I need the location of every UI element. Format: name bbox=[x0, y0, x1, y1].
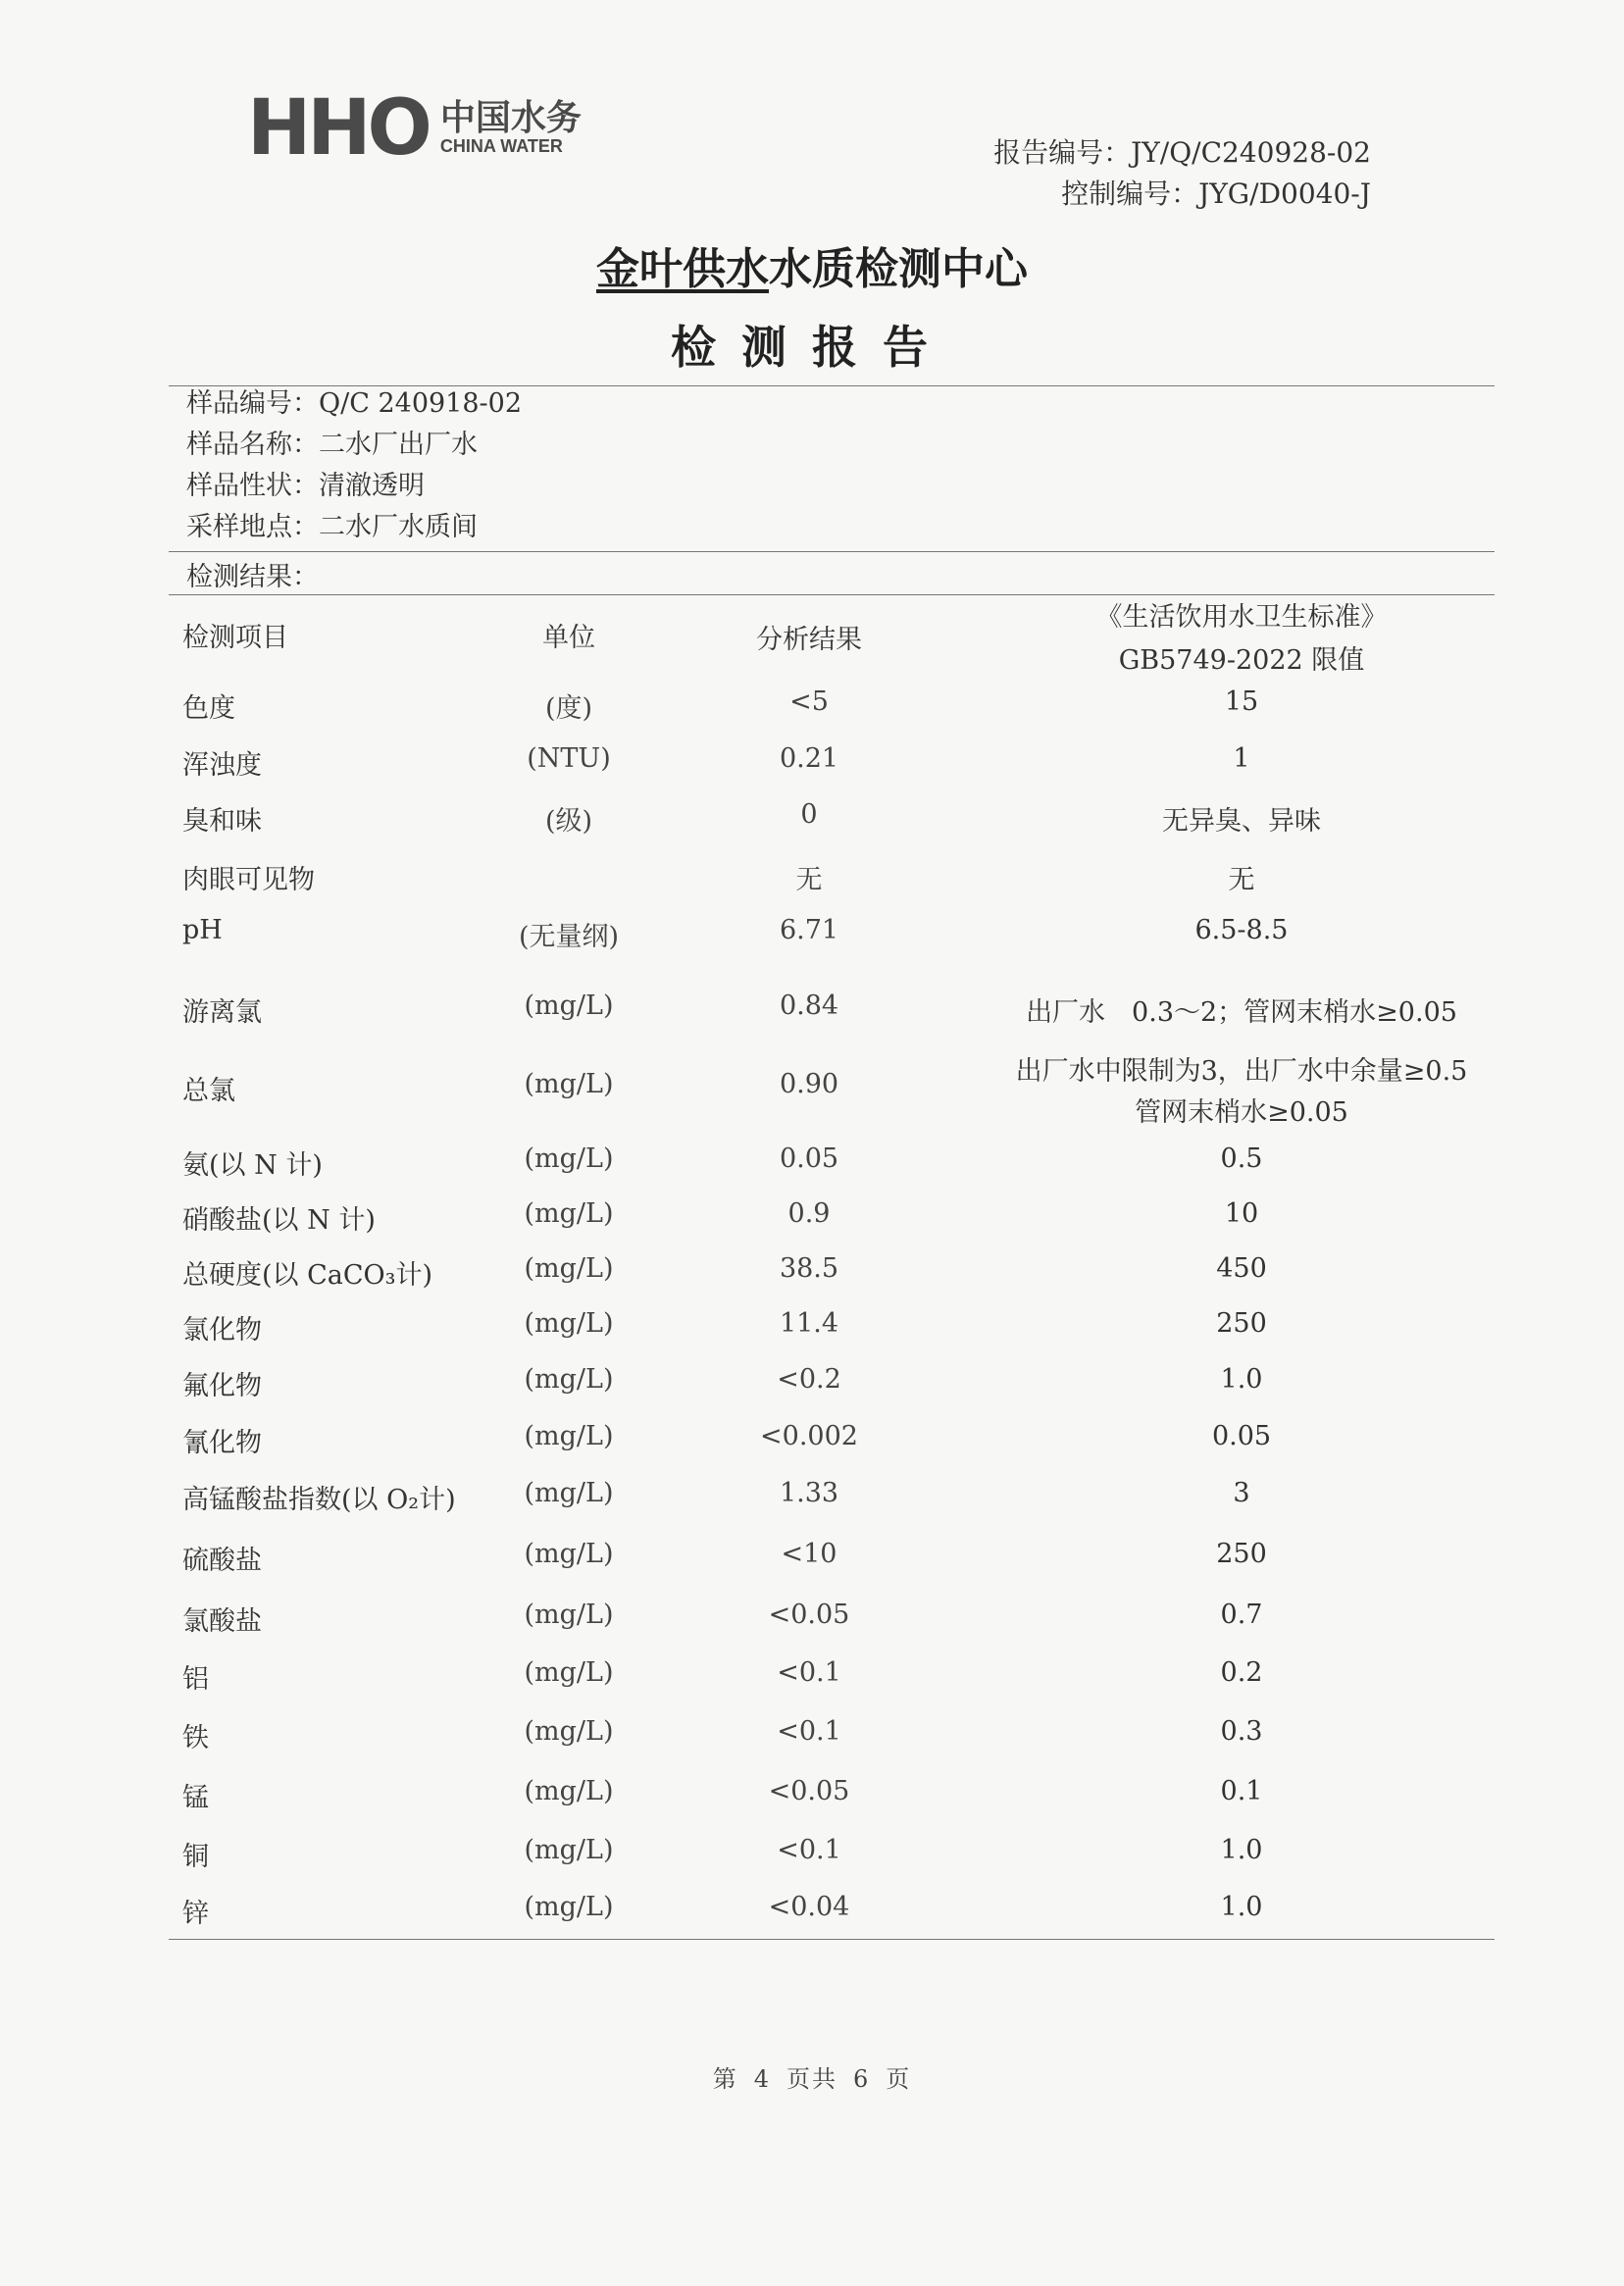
row-unit: (度) bbox=[544, 693, 593, 724]
row-item: 氯酸盐 bbox=[182, 1606, 262, 1637]
sample-label: 采样地点： bbox=[186, 512, 319, 542]
row-unit: (mg/L) bbox=[524, 1198, 614, 1229]
row-standard: 0.7 bbox=[1220, 1600, 1263, 1630]
row-result: 0.9 bbox=[787, 1198, 831, 1229]
row-item: 硝酸盐(以 N 计) bbox=[182, 1205, 376, 1236]
row-result: 11.4 bbox=[779, 1308, 839, 1339]
sample-label: 样品名称： bbox=[186, 430, 319, 460]
row-standard: 10 bbox=[1224, 1198, 1259, 1229]
logo-text bbox=[439, 97, 582, 158]
row-standard: 6.5-8.5 bbox=[1194, 915, 1289, 945]
header-standard-line1: 《生活饮用水卫生标准》 bbox=[1095, 602, 1388, 633]
row-result: <0.1 bbox=[777, 1716, 841, 1747]
logo-chinese-name: 中国水务 bbox=[439, 97, 582, 138]
footer-total: 6 bbox=[853, 2065, 871, 2093]
row-unit: (无量纲) bbox=[518, 922, 620, 952]
row-item: 臭和味 bbox=[182, 806, 262, 837]
row-result: <10 bbox=[781, 1539, 837, 1569]
row-result: 0.05 bbox=[779, 1143, 839, 1174]
sample-row bbox=[186, 507, 522, 548]
footer-page: 4 bbox=[753, 2065, 771, 2093]
header-item: 检测项目 bbox=[182, 623, 288, 653]
row-result: 38.5 bbox=[779, 1253, 839, 1284]
row-standard: 15 bbox=[1224, 686, 1259, 717]
row-unit: (级) bbox=[544, 806, 593, 837]
row-standard: 3 bbox=[1233, 1478, 1250, 1508]
row-standard: 出厂水中限制为3，出厂水中余量≥0.5 bbox=[1015, 1056, 1468, 1087]
row-result: <0.2 bbox=[777, 1364, 841, 1395]
sample-value: 清澈透明 bbox=[319, 471, 425, 501]
row-item: 总硬度(以 CaCO₃计) bbox=[182, 1260, 433, 1291]
row-result: 0 bbox=[800, 799, 818, 830]
control-number: 控制编号：JYG/D0040-J bbox=[1061, 178, 1371, 210]
row-standard: 0.1 bbox=[1220, 1776, 1263, 1806]
row-standard: 1 bbox=[1233, 743, 1250, 774]
row-result: 6.71 bbox=[779, 915, 839, 945]
row-result: <0.002 bbox=[760, 1421, 858, 1451]
row-standard-line2: 管网末梢水≥0.05 bbox=[1135, 1097, 1348, 1128]
row-result: <0.1 bbox=[777, 1657, 841, 1688]
row-unit: (mg/L) bbox=[524, 1253, 614, 1284]
row-result: 0.21 bbox=[779, 743, 839, 774]
footer-mid: 页共 bbox=[787, 2065, 837, 2093]
sample-row bbox=[186, 466, 522, 507]
row-standard: 无 bbox=[1228, 865, 1255, 895]
divider bbox=[169, 594, 1495, 595]
row-result: 1.33 bbox=[779, 1478, 839, 1508]
row-item: 高锰酸盐指数(以 O₂计) bbox=[182, 1485, 456, 1515]
row-standard: 250 bbox=[1216, 1539, 1267, 1569]
page-footer bbox=[0, 2059, 1624, 2094]
row-unit: (mg/L) bbox=[524, 1308, 614, 1339]
divider bbox=[169, 1939, 1495, 1940]
header-standard-line2: GB5749-2022 限值 bbox=[1118, 645, 1365, 676]
sample-info bbox=[186, 383, 522, 548]
report-identifiers bbox=[993, 132, 1371, 215]
row-unit: (NTU) bbox=[527, 743, 611, 774]
row-standard: 0.05 bbox=[1211, 1421, 1272, 1451]
row-unit: (mg/L) bbox=[524, 1657, 614, 1688]
row-unit: (mg/L) bbox=[524, 1143, 614, 1174]
row-unit: (mg/L) bbox=[524, 1716, 614, 1747]
sample-row bbox=[186, 425, 522, 466]
row-standard: 1.0 bbox=[1220, 1364, 1263, 1395]
company-logo bbox=[247, 84, 582, 173]
row-standard: 250 bbox=[1216, 1308, 1267, 1339]
row-item: 色度 bbox=[182, 693, 235, 724]
row-result: <0.1 bbox=[777, 1835, 841, 1865]
row-unit: (mg/L) bbox=[524, 991, 614, 1021]
row-result: <5 bbox=[789, 686, 829, 717]
row-unit: (mg/L) bbox=[524, 1069, 614, 1099]
results-label: 检测结果： bbox=[186, 562, 319, 592]
sample-value: Q/C 240918-02 bbox=[319, 388, 523, 419]
sample-value: 二水厂出厂水 bbox=[319, 430, 478, 460]
row-standard: 无异臭、异味 bbox=[1162, 806, 1321, 837]
row-unit: (mg/L) bbox=[524, 1478, 614, 1508]
row-unit: (mg/L) bbox=[524, 1835, 614, 1865]
header-standard bbox=[987, 596, 1497, 683]
sample-label: 样品编号： bbox=[186, 388, 319, 419]
row-item: 锰 bbox=[182, 1783, 209, 1813]
row-result: 0.90 bbox=[779, 1069, 839, 1099]
row-standard: 0.5 bbox=[1220, 1143, 1263, 1174]
row-item: 游离氯 bbox=[182, 997, 262, 1028]
row-item: 氨(以 N 计) bbox=[182, 1150, 323, 1181]
row-result: 无 bbox=[795, 865, 823, 895]
row-unit: (mg/L) bbox=[524, 1364, 614, 1395]
row-unit: (mg/L) bbox=[524, 1892, 614, 1922]
row-item: 铜 bbox=[182, 1842, 209, 1872]
row-result: <0.04 bbox=[768, 1892, 850, 1922]
row-result: <0.05 bbox=[768, 1776, 850, 1806]
divider bbox=[169, 551, 1495, 552]
header-result: 分析结果 bbox=[756, 625, 862, 655]
row-item: 锌 bbox=[182, 1899, 209, 1929]
organization-title-rest: 水质检测中心 bbox=[769, 244, 1028, 294]
footer-prefix: 第 bbox=[712, 2065, 738, 2093]
row-item: 氰化物 bbox=[182, 1428, 262, 1458]
sample-row bbox=[186, 383, 522, 425]
row-item: pH bbox=[182, 915, 223, 945]
row-standard: 450 bbox=[1216, 1253, 1267, 1284]
row-item: 浑浊度 bbox=[182, 750, 262, 781]
footer-suffix: 页 bbox=[886, 2065, 912, 2093]
row-unit: (mg/L) bbox=[524, 1421, 614, 1451]
row-item: 硫酸盐 bbox=[182, 1546, 262, 1576]
organization-title bbox=[0, 233, 1624, 296]
header-unit: 单位 bbox=[542, 623, 595, 653]
row-standard: 0.2 bbox=[1220, 1657, 1263, 1688]
report-title: 检测报告 bbox=[671, 321, 953, 374]
row-unit: (mg/L) bbox=[524, 1600, 614, 1630]
sample-label: 样品性状： bbox=[186, 471, 319, 501]
row-item: 肉眼可见物 bbox=[182, 865, 315, 895]
row-unit: (mg/L) bbox=[524, 1776, 614, 1806]
row-standard: 0.3 bbox=[1220, 1716, 1263, 1747]
row-standard: 出厂水 0.3～2；管网末梢水≥0.05 bbox=[1026, 997, 1457, 1028]
row-unit: (mg/L) bbox=[524, 1539, 614, 1569]
row-standard: 1.0 bbox=[1220, 1835, 1263, 1865]
sample-value: 二水厂水质间 bbox=[319, 512, 478, 542]
row-result: 0.84 bbox=[779, 991, 839, 1021]
row-item: 氟化物 bbox=[182, 1371, 262, 1401]
logo-english-name: CHINA WATER bbox=[439, 136, 563, 157]
row-item: 铝 bbox=[182, 1664, 209, 1695]
row-result: <0.05 bbox=[768, 1600, 850, 1630]
row-standard: 1.0 bbox=[1220, 1892, 1263, 1922]
row-item: 氯化物 bbox=[182, 1315, 262, 1346]
logo-mark: HHO bbox=[247, 84, 429, 173]
organization-title-underlined: 金叶供水 bbox=[596, 244, 769, 294]
row-item: 总氯 bbox=[182, 1076, 235, 1106]
row-item: 铁 bbox=[182, 1723, 209, 1753]
report-number: 报告编号：JY/Q/C240928-02 bbox=[993, 136, 1371, 169]
